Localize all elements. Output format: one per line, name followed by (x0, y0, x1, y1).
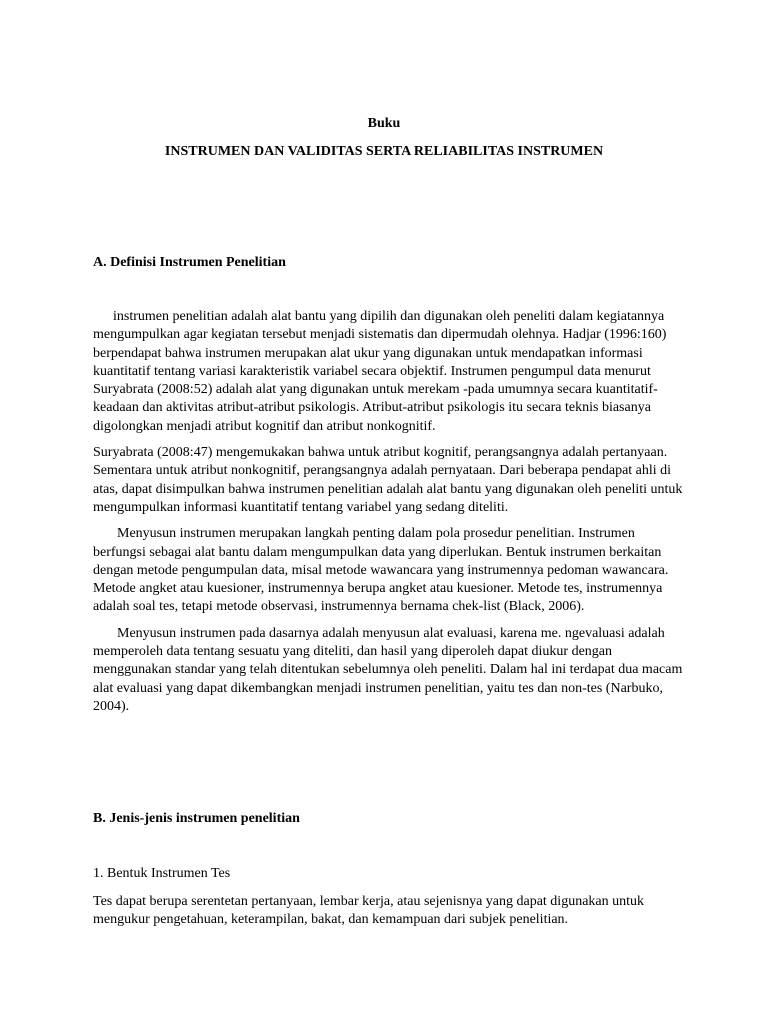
paragraph: Tes dapat berupa serentetan pertanyaan, lembar kerja, atau sejenisnya yang dapat digunakan untuk mengukur pengetahuan, keterampilan, bakat, dan kemampuan dari subjek penelitian. (93, 894, 645, 928)
section-b-body (93, 893, 683, 938)
paragraph: Menyusun instrumen pada dasarnya adalah menyusun alat evaluasi, karena me. ngevaluasi adalah memperoleh data tentang sesuatu yang diteliti, dan hasil yang diperoleh dapat diukur dengan menggunakan standar yang telah ditentukan sebelumnya oleh peneliti. Dalam hal ini terdapat dua macam alat evaluasi yang dapat dikembangkan menjadi instrumen penelitian, yaitu tes dan non-tes (Narbuko, 2004). (93, 625, 683, 714)
document-label: Buku (367, 116, 401, 131)
section-b-subheading: 1. Bentuk Instrumen Tes (93, 866, 231, 881)
section-a-body (93, 308, 683, 724)
paragraph: Menyusun instrumen merupakan langkah penting dalam pola prosedur penelitian. Instrumen berfungsi sebagai alat bantu dalam mengumpulkan data yang diperlukan. Bentuk instrumen berkaitan dengan metode pengumpulan data, misal metode wawancara yang instrumennya pedoman wawancara. Metode angket atau kuesioner, instrumennya berupa angket atau kuesioner. Metode tes, instrumennya adalah soal tes, tetapi metode observasi, instrumennya bernama chek-list (Black, 2006). (93, 526, 669, 615)
section-b-heading: B. Jenis-jenis instrumen penelitian (93, 811, 300, 826)
section-a-heading: A. Definisi Instrumen Penelitian (93, 255, 286, 270)
paragraph: Suryabrata (2008:47) mengemukakan bahwa untuk atribut kognitif, perangsangnya adalah pertanyaan. Sementara untuk atribut nonkognitif, perangsangnya adalah pernyataan. Dari beberapa pendapat ahli di atas, dapat disimpulkan bahwa instrumen penelitian adalah alat bantu yang digunakan oleh peneliti untuk mengumpulkan informasi kuantitatif tentang variabel yang sedang diteliti. (93, 445, 683, 515)
document-title: INSTRUMEN DAN VALIDITAS SERTA RELIABILITAS INSTRUMEN (164, 144, 604, 159)
paragraph: instrumen penelitian adalah alat bantu yang dipilih dan digunakan oleh peneliti dalam kegiatannya mengumpulkan agar kegiatan tersebut menjadi sistematis dan dipermudah olehnya. Hadjar (1996:160) berpendapat bahwa instrumen merupakan alat ukur yang digunakan untuk mendapatkan informasi kuantitatif tentang variasi karakteristik variabel secara objektif. Instrumen pengumpul data menurut Suryabrata (2008:52) adalah alat yang digunakan untuk merekam -pada umumnya secara kuantitatif- keadaan dan aktivitas atribut-atribut psikologis. Atribut-atribut psikologis itu secara teknis biasanya digolongkan menjadi atribut kognitif dan atribut nonkognitif. (93, 309, 667, 434)
